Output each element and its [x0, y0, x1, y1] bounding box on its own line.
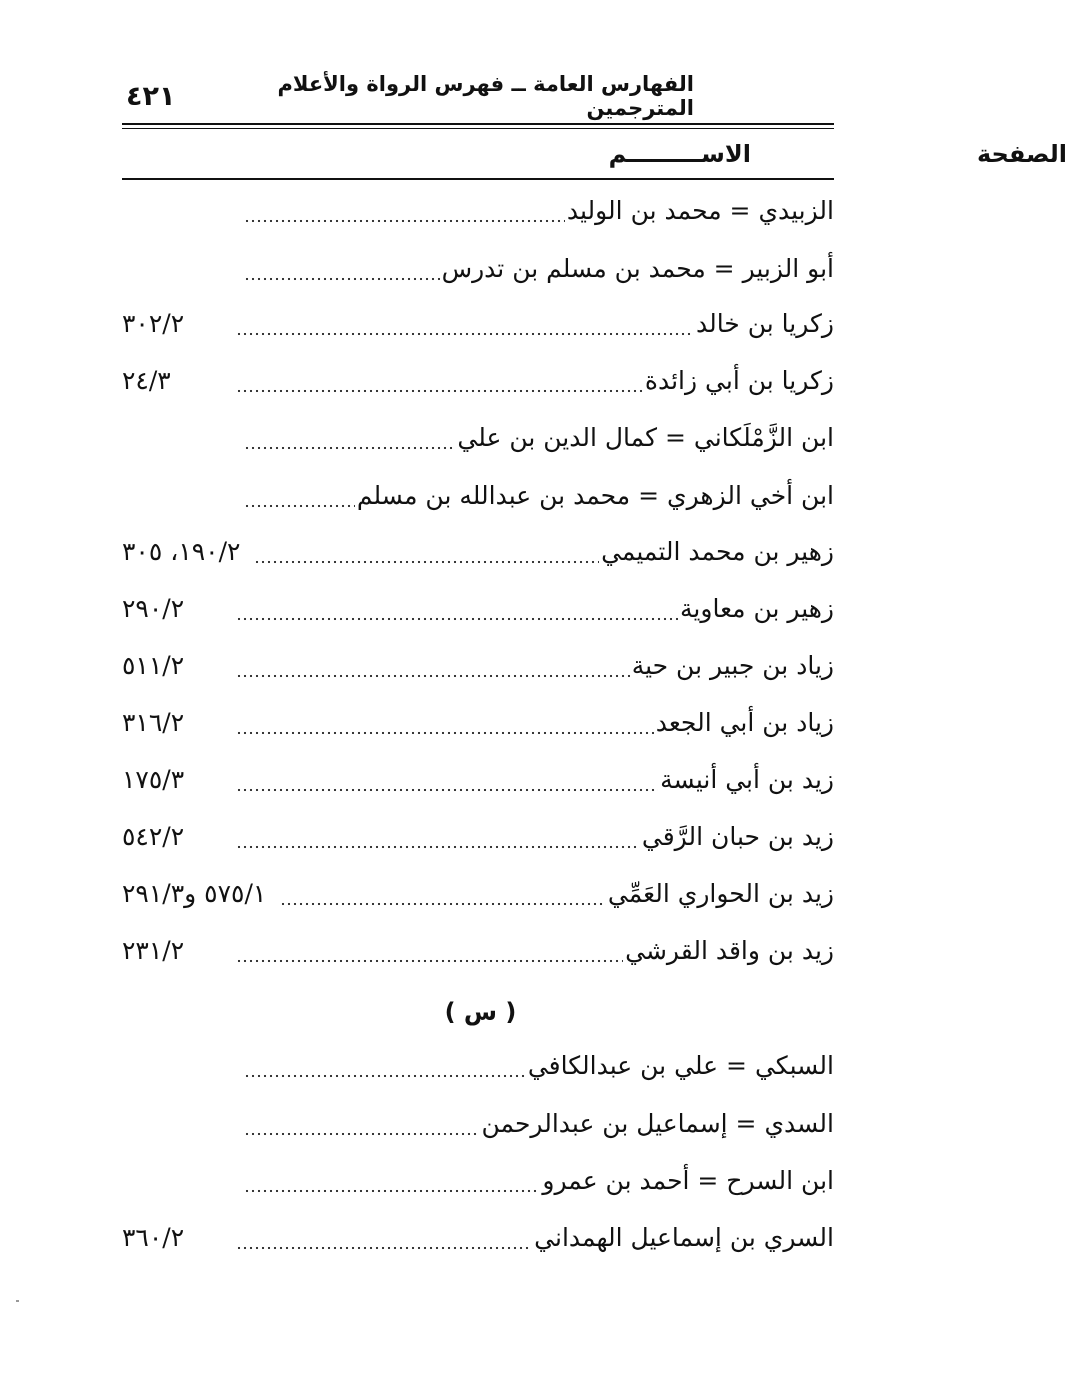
entry-name: زيد بن أبي أنيسة	[660, 765, 834, 794]
dot-leader	[236, 358, 643, 404]
section-letter-sin	[0, 992, 941, 1032]
entry-name: ابن السرح = أحمد بن عمرو	[542, 1166, 834, 1195]
entry-page-ref: ١٧٥/٣	[122, 765, 185, 794]
dot-leader	[236, 1215, 532, 1261]
header-rule	[122, 123, 834, 125]
header-rule-thin	[122, 128, 834, 129]
dot-leader	[236, 814, 640, 860]
entry-name: السبكي = علي بن عبدالكافي	[527, 1051, 834, 1080]
index-entry	[122, 814, 834, 860]
index-entry	[122, 415, 834, 461]
index-entry	[122, 643, 834, 689]
dot-leader	[280, 871, 606, 917]
entry-page-ref: ٥١١/٢	[122, 651, 185, 680]
index-entry	[122, 188, 834, 234]
entry-page-ref: ٣١٦/٢	[122, 708, 185, 737]
index-entry	[122, 1101, 834, 1147]
paper-speck	[16, 1300, 19, 1302]
entry-page-ref: ٥٧٥/١ و٢٩١/٣	[122, 879, 267, 908]
index-entry	[122, 529, 834, 575]
dot-leader	[236, 928, 623, 974]
entry-name: زياد بن جبير بن حية	[631, 651, 834, 680]
index-entry	[122, 586, 834, 632]
entry-name: زيد بن الحواري العَمِّي	[607, 879, 834, 908]
entry-name: زكريا بن أبي زائدة	[644, 366, 834, 395]
dot-leader	[244, 1101, 479, 1147]
entry-name: السدي = إسماعيل بن عبدالرحمن	[481, 1109, 834, 1138]
index-entry	[122, 1158, 834, 1204]
index-entry	[122, 301, 834, 347]
index-entry	[122, 757, 834, 803]
index-entry	[122, 928, 834, 974]
index-entry	[122, 700, 834, 746]
index-entry	[122, 246, 834, 292]
dot-leader	[236, 643, 630, 689]
entry-page-ref: ٥٤٢/٢	[122, 822, 185, 851]
dot-leader	[244, 188, 565, 234]
column-header-name: الاســـــــــم	[608, 140, 751, 168]
entry-name: أبو الزبير = محمد بن مسلم بن تدرس	[441, 254, 834, 283]
index-entry	[122, 1215, 834, 1261]
dot-leader	[236, 301, 694, 347]
index-entry	[122, 1043, 834, 1089]
entry-page-ref: ٣٠٢/٢	[122, 309, 185, 338]
entry-name: زيد بن واقد القرشي	[625, 936, 834, 965]
column-header-rule	[122, 178, 834, 180]
entry-name: ابن الزَّمْلَكاني = كمال الدين بن علي	[457, 423, 834, 452]
entry-name: زهير بن معاوية	[680, 594, 834, 623]
dot-leader	[236, 757, 658, 803]
page-number: ٤٢١	[126, 80, 176, 112]
entry-name: زكريا بن خالد	[695, 309, 834, 338]
dot-leader	[244, 473, 355, 519]
entry-page-ref: ١٩٠/٢، ٣٠٥	[122, 537, 241, 566]
index-entry	[122, 473, 834, 519]
entry-name: السري بن إسماعيل الهمداني	[534, 1223, 834, 1252]
entry-name: زيد بن حبان الرَّقي	[641, 822, 834, 851]
entry-name: ابن أخي الزهري = محمد بن عبدالله بن مسلم	[356, 481, 834, 510]
dot-leader	[244, 246, 440, 292]
column-header-page: الصفحة	[976, 140, 1067, 168]
header-title: الفهارس العامة ــ فهرس الرواة والأعلام المترجمين	[277, 72, 694, 120]
entry-name: زهير بن محمد التميمي	[601, 537, 834, 566]
dot-leader	[254, 529, 599, 575]
entry-page-ref: ٢٩٠/٢	[122, 594, 185, 623]
section-letter-text: ( س )	[444, 998, 517, 1026]
entry-name: زياد بن أبي الجعد	[655, 708, 834, 737]
index-entry	[122, 358, 834, 404]
entry-page-ref: ٣٦٠/٢	[122, 1223, 185, 1252]
dot-leader	[236, 586, 678, 632]
entry-name: الزبيدي = محمد بن الوليد	[566, 196, 834, 225]
dot-leader	[236, 700, 654, 746]
index-entry	[122, 871, 834, 917]
entry-page-ref: ٢٣١/٢	[122, 936, 185, 965]
running-header	[122, 72, 834, 120]
dot-leader	[244, 1158, 540, 1204]
entry-page-ref: ٢٤/٣	[122, 366, 171, 395]
dot-leader	[244, 415, 455, 461]
dot-leader	[244, 1043, 526, 1089]
